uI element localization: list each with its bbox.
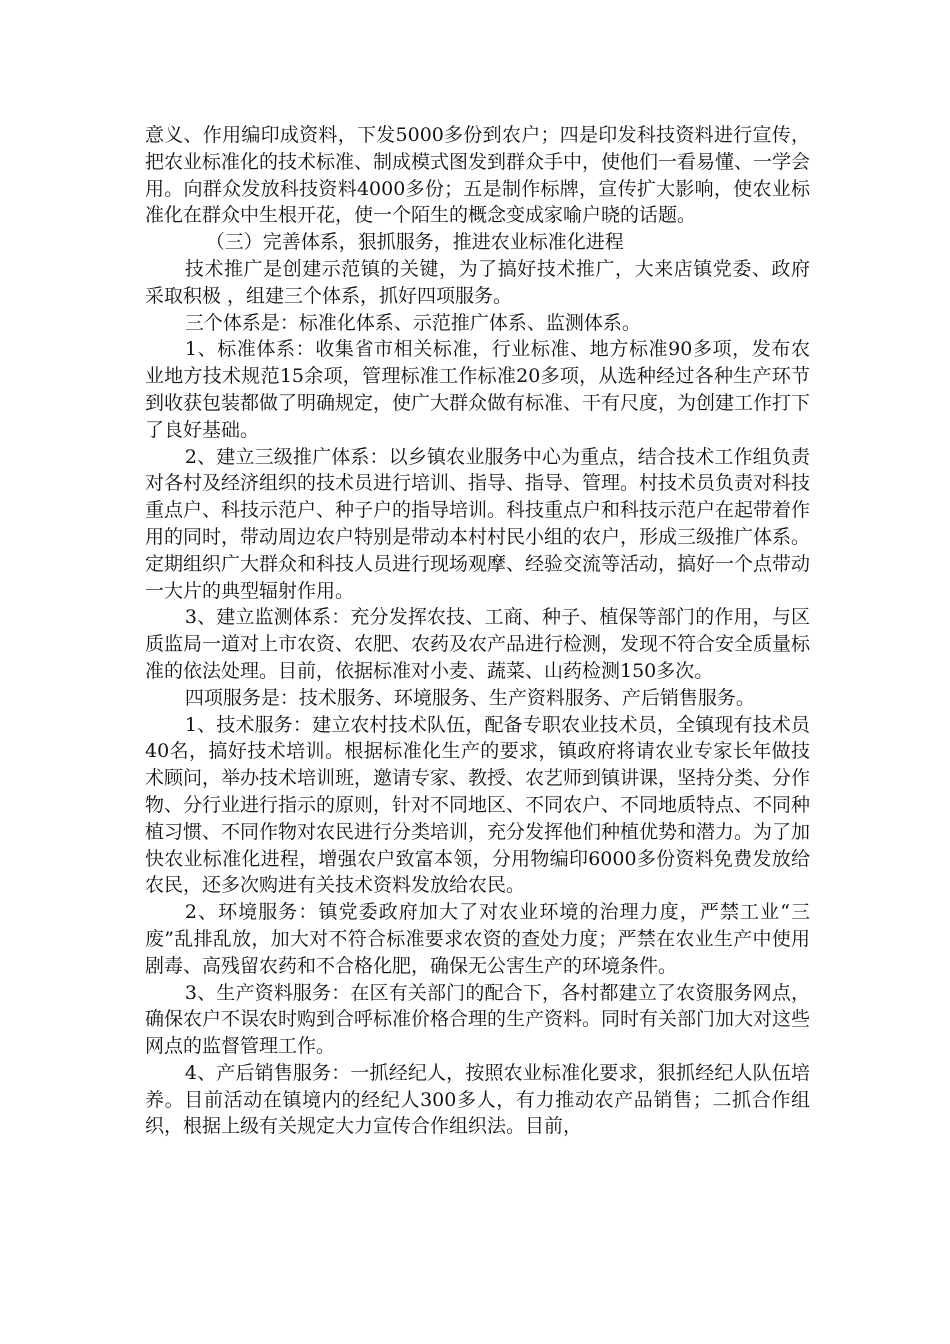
paragraph-1: 意义、作用编印成资料，下发5000多份到农户；四是印发科技资料进行宣传，把农业标准化的技术标准、制成模式图发到群众手中，使他们一看易懂、一学会用。向群众发放科技资料4000多份；五是制作标牌，宣传扩大影响，使农业标准化在群众中生根开花，使一个陌生的概念变成家喻户晓的话题。 bbox=[145, 124, 811, 227]
document-page bbox=[145, 122, 810, 1140]
paragraph-8: 1、技术服务：建立农村技术队伍，配备专职农业技术员，全镇现有技术员40名，搞好技术培训。根据标准化生产的要求，镇政府将请农业专家长年做技术顾问，举办技术培训班，邀请专家、教授、农艺师到镇讲课，坚持分类、分作物、分行业进行指示的原则，针对不同地区、不同农户、不同地质特点、不同种植习惯、不同作物对农民进行分类培训，充分发挥他们种植优势和潜力。为了加快农业标准化进程，增强农户致富本领，分用物编印6000多份资料免费发放给农民，还多次购进有关技术资料发放给农民。 bbox=[145, 713, 811, 897]
paragraph-7: 四项服务是：技术服务、环境服务、生产资料服务、产后销售服务。 bbox=[184, 686, 755, 709]
paragraph-9: 2、环境服务：镇党委政府加大了对农业环境的治理力度，严禁工业“三废”乱排乱放，加大对不符合标准要求农资的查处力度；严禁在农业生产中使用剧毒、高残留农药和不合格化肥，确保无公害生产的环境条件。 bbox=[145, 901, 810, 977]
paragraph-4: 1、标准体系：收集省市相关标准，行业标准、地方标准90多项，发布农业地方技术规范15余项，管理标准工作标准20多项，从选种经过各种生产环节到收获包装都做了明确规定，使广大群众做有标准、干有尺度，为创建工作打下了良好基础。 bbox=[145, 338, 811, 441]
section-heading: （三）完善体系，狠抓服务，推进农业标准化进程 bbox=[205, 231, 624, 254]
paragraph-10: 3、生产资料服务：在区有关部门的配合下，各村都建立了农资服务网点，确保农户不误农时购到合呼标准价格合理的生产资料。同时有关部门加大对这些网点的监督管理工作。 bbox=[145, 981, 811, 1058]
paragraph-5: 2、建立三级推广体系：以乡镇农业服务中心为重点，结合技术工作组负责对各村及经济组织的技术员进行培训、指导、指导、管理。村技术员负责对科技重点户、科技示范户、种子户的指导培训。科技重点户和科技示范户在起带着作用的同时，带动周边农户特别是带动本村村民小组的农户，形成三级推广体系。定期组织广大群众和科技人员进行现场观摩、经验交流等活动，搞好一个点带动一大片的典型辐射作用。 bbox=[145, 445, 811, 602]
paragraph-6: 3、建立监测体系：充分发挥农技、工商、种子、植保等部门的作用，与区质监局一道对上市农资、农肥、农药及农产品进行检测，发现不符合安全质量标准的依法处理。目前，依据标准对小麦、蔬菜、山药检测150多次。 bbox=[145, 606, 811, 682]
paragraph-11: 4、产后销售服务：一抓经纪人，按照农业标准化要求，狠抓经纪人队伍培养。目前活动在镇境内的经纪人300多人，有力推动农产品销售；二抓合作组织，根据上级有关规定大力宣传合作组织法。目前， bbox=[145, 1061, 810, 1138]
paragraph-2: 技术推广是创建示范镇的关键，为了搞好技术推广，大来店镇党委、政府采取积极 ，组建三个体系，抓好四项服务。 bbox=[145, 257, 810, 307]
paragraph-3: 三个体系是：标准化体系、示范推广体系、监测体系。 bbox=[184, 311, 641, 334]
